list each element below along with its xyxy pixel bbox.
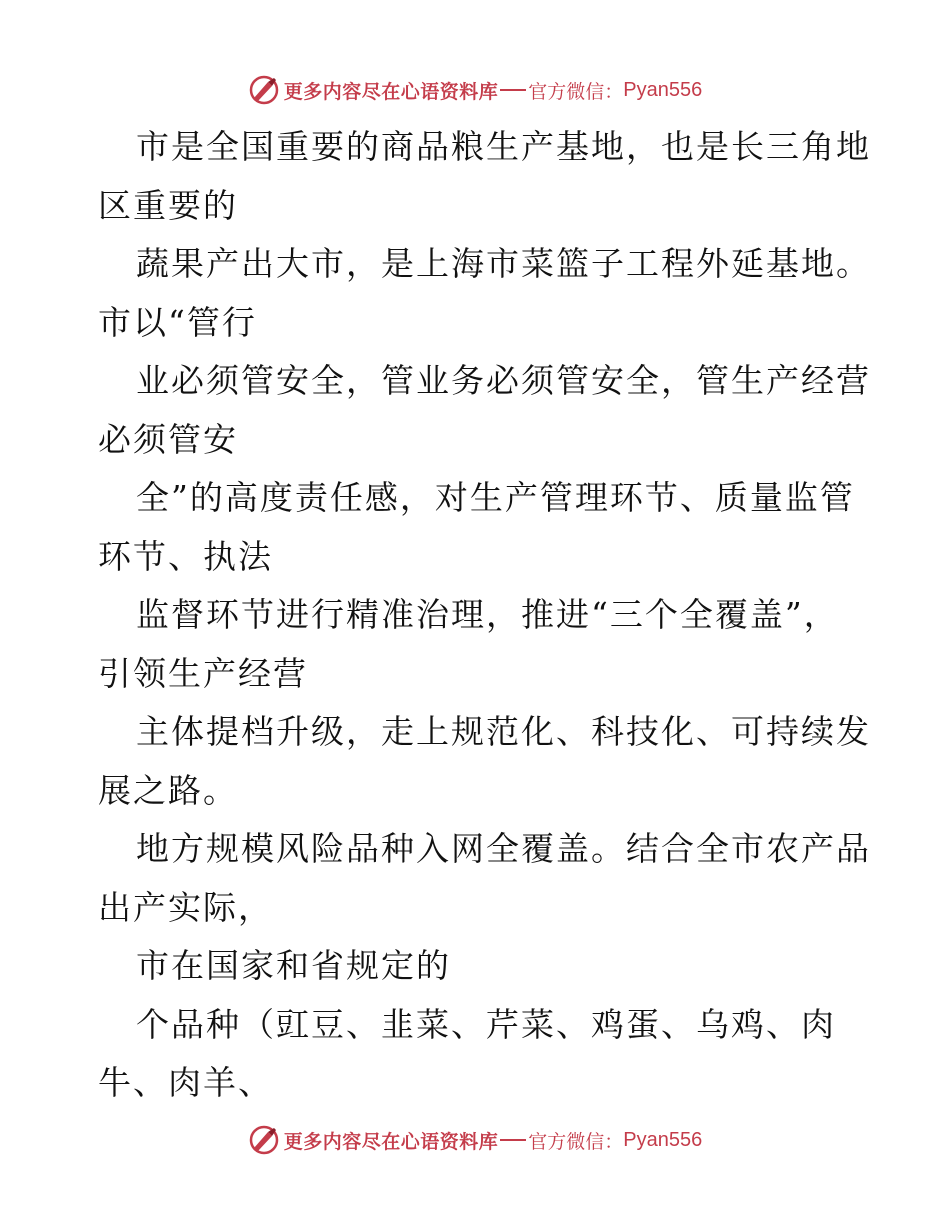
text-line: 监督环节进行精准治理，推进“三个全覆盖”， [136, 595, 839, 634]
text-line: 区重要的 [98, 185, 238, 225]
text-line: 引领生产经营 [98, 653, 308, 693]
text-line: 全”的高度责任感，对生产管理环节、质量监管 [136, 478, 855, 517]
text-line: 主体提档升级，走上规范化、科技化、可持续发 [136, 712, 871, 751]
watermark-site-text: 更多内容尽在心语资料库 [283, 80, 499, 103]
watermark-dash [500, 89, 526, 91]
text-line: 地方规模风险品种入网全覆盖。结合全市农产品 [136, 829, 871, 868]
header-watermark [0, 70, 950, 110]
text-line: 出产实际， [98, 887, 273, 927]
watermark-site-text: 更多内容尽在心语资料库 [283, 1130, 499, 1153]
text-line: 个品种（豇豆、韭菜、芹菜、鸡蛋、乌鸡、肉 [136, 1004, 836, 1044]
watermark-dash [500, 1139, 526, 1141]
text-line: 牛、肉羊、 [98, 1063, 273, 1102]
footer-watermark [0, 1120, 950, 1160]
watermark-wechat-label: 官方微信： [528, 80, 624, 103]
pen-logo-icon [248, 74, 280, 106]
document-body [98, 118, 871, 1113]
watermark-wechat-id: Pyan556 [623, 1128, 703, 1151]
text-line: 必须管安 [98, 419, 238, 459]
text-line: 市在国家和省规定的 [136, 946, 451, 985]
text-line: 市是全国重要的商品粮生产基地，也是长三角地 [136, 127, 871, 166]
watermark-wechat-label: 官方微信： [528, 1130, 624, 1153]
text-line: 展之路。 [98, 770, 238, 810]
text-line: 环节、执法 [98, 536, 273, 576]
watermark-wechat-id: Pyan556 [623, 78, 703, 101]
pen-logo-icon [248, 1124, 280, 1156]
text-line: 市以“管行 [98, 302, 257, 342]
text-line: 业必须管安全，管业务必须管安全，管生产经营 [136, 361, 871, 400]
text-line: 蔬果产出大市，是上海市菜篮子工程外延基地。 [136, 244, 871, 283]
